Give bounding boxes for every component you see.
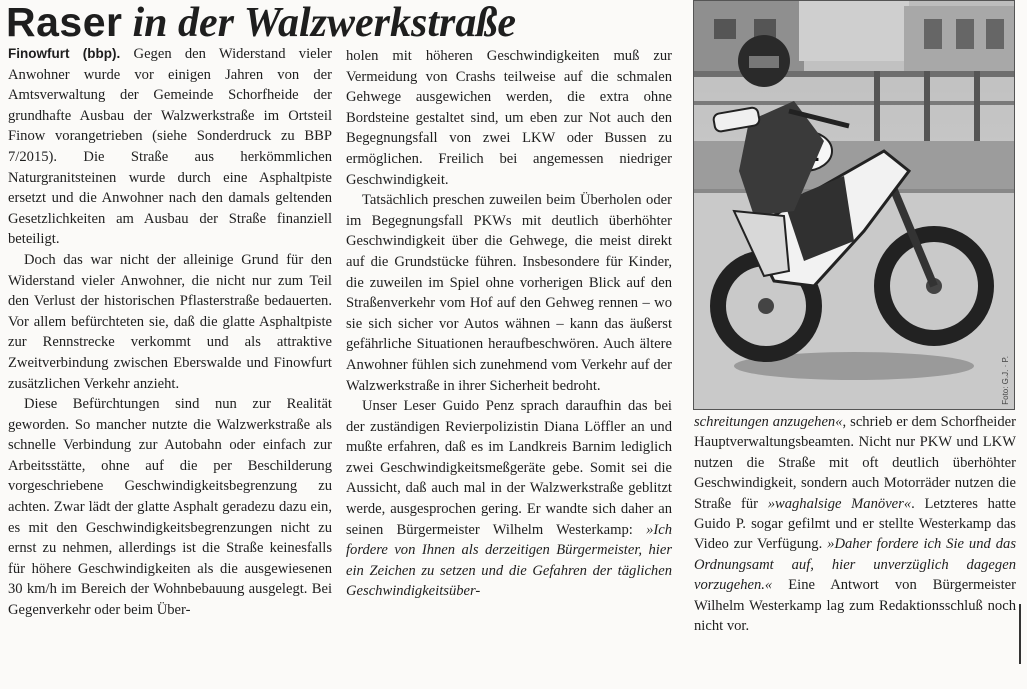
paragraph-6-text: Unser Leser Guido Penz sprach daraufhin das bei der zuständigen Revierpolizistin Diana Löffler an und mußte erfahren, daß es im Landkreis Barnim lediglich zwei Geschwindigkeitsmeßgeräte gebe. Somit sei die Aussicht, daß auch mal in der Walzwerkstraße geblitzt werde, ausgesprochen gering. Er wandte sich daher an seinen Bürgermeister Wilhelm Westerkamp: (346, 398, 672, 538)
paragraph-6 (346, 396, 672, 602)
paragraph-7 (694, 412, 1016, 636)
headline (6, 0, 516, 44)
paragraph-7-text-b: . Letzteres hatte Guido P. sogar gefilmt und er stellte Westerkamp das Video zur Verfügung. (694, 495, 1016, 553)
quote-ordnungsamt: »Daher fordere ich Sie und das Ordnungsamt auf, hier unverzüglich dagegen vorzugehen.« (694, 536, 1016, 594)
paragraph-7-text-c: Eine Antwort von Bürgermeister Wilhelm Westerkamp lag zum Redaktionsschluß noch nicht vor. (694, 577, 1016, 635)
paragraph-3: Diese Befürchtungen sind nun zur Realität geworden. So mancher nutzte die Walzwerkstraße als schnelle Verbindung zur Autobahn oder einfach zur Arbeitsstätte, ohne auf die per Beschilderung vorgeschriebene Geschwindigkeitsbegrenzung zu achten. Zwar lädt der glatte Asphalt geradezu dazu ein, es mit den Geschwindigkeitsbegrenzungen nicht zu ernst zu nehmen, allerdings ist die Straße keinesfalls für höhere Geschwindigkeiten als die ausgewiesenen 30 km/h im Bereich der Wohnbebauung ausgelegt. Bei Gegenverkehr oder beim Über- (8, 396, 332, 619)
paragraph-5: Tatsächlich preschen zuweilen beim Überholen oder im Begegnungsfall PKWs mit deutlich überhöhter Geschwindigkeit über die Gehwege, die meist direkt auf die Grundstücke führen. Insbesondere für Kinder, die zuweilen im Spiel ohne vorherigen Blick auf den Straßenverkehr vom Hof auf den Gehweg rennen – wo sie sich sicher vor Autos wähnen – kann das äußerst gefährliche Situationen heraufbeschwören. Auch ältere Anwohner fühlen sich zunehmend vom Verkehr auf der Walzwerkstraße in ihrer Sicherheit bedroht. (346, 192, 672, 394)
dateline: Finowfurt (bbp). (8, 46, 121, 61)
article-photo-motorcycle (693, 0, 1015, 410)
photo-credit: Foto: G.J. · P. (1001, 356, 1010, 405)
paragraph-1-text: Gegen den Widerstand vieler Anwohner wurde vor einigen Jahren von der Amtsverwaltung der Gemeinde Schorfheide der grundhafte Ausbau der Walzwerkstraße im Ortsteil Finow vorangetrieben (siehe Sonderdruck zu BBP 7/2015). Die Straße aus herkömmlichen Naturgranitsteinen wurde durch eine Asphaltpiste ersetzt und die Anwohner nach den damals geltenden Gesetzlichkeiten am Ausbau der Straße finanziell beteiligt. (8, 46, 333, 248)
paragraph-1 (8, 44, 332, 250)
paragraph-4: holen mit höheren Geschwindigkeiten muß zur Vermeidung von Crashs teilweise auf die schmalen Gehwege ausgewichen werden, die extra ohne Bordsteine gestaltet sind, um eben zur Not auch den Begegnungsfall von zwei LKW oder Bussen zu ermöglichen. Freilich bei angemessen niedriger Geschwindigkeit. (346, 48, 672, 188)
column-rule (1019, 604, 1021, 664)
headline-italic: in der Walzwerkstraße (132, 0, 516, 46)
quote-end: schreitungen anzugehen« (694, 414, 843, 430)
paragraph-7-text-a: , schrieb er dem Schorfheider Hauptverwaltungsbeamten. Nicht nur PKW und LKW nutzen die Straße mit oft deutlich überhöhter Geschwindigkeit, sondern auch Motorräder nutzen die Straße für (694, 414, 1016, 512)
article-column-2 (346, 46, 672, 602)
paragraph-2: Doch das war nicht der alleinige Grund für den Widerstand vieler Anwohner, die nicht nur zum Teil den Verlust der historischen Pflasterstraße bedauerten. Vor allem befürchteten sie, daß die glatte Asphaltpiste zur Rennstrecke verkommt und als attraktive Zweitverbindung zwischen Eberswalde und Finowfurt zusätzlichen Verkehr anzieht. (8, 251, 332, 392)
quote-maneuver: »waghalsige Manöver« (767, 495, 912, 512)
article-column-1 (8, 44, 332, 621)
headline-bold: Raser (6, 0, 123, 45)
motorcycle-photo-illustration (694, 1, 1014, 409)
mayor-quote: »Ich fordere von Ihnen als derzeitigen Bürgermeister, hier ein Zeichen zu setzen und die Gefahren der täglichen Geschwindigkeitsüber- (346, 521, 672, 600)
article-column-3 (694, 412, 1016, 636)
